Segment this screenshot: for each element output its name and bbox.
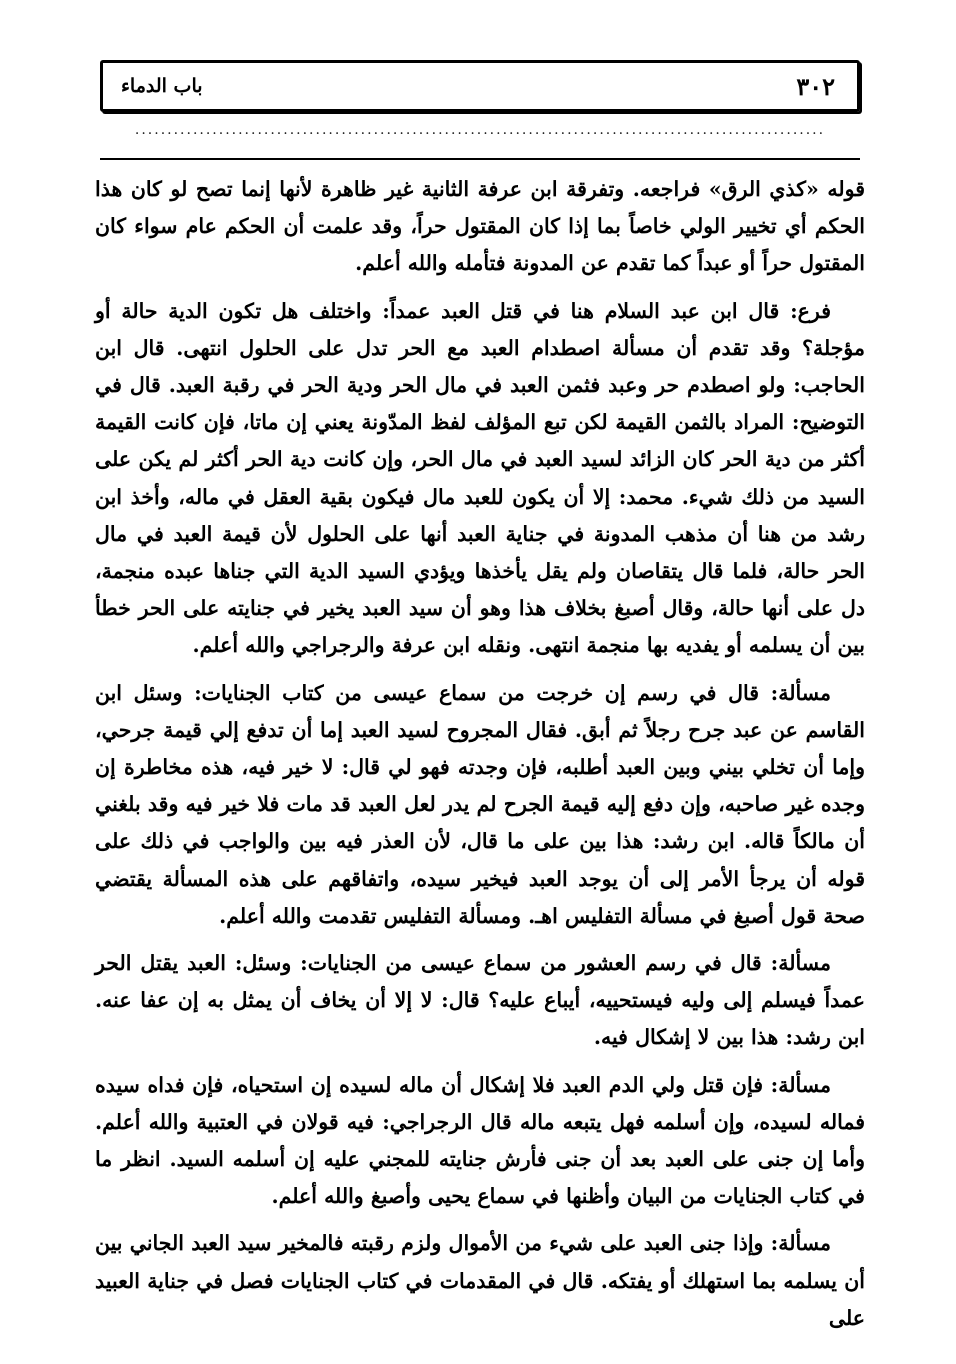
- page-number: ٣٠٢: [796, 72, 835, 101]
- running-header: [100, 60, 860, 112]
- paragraph: مسألة: قال في رسم إن خرجت من سماع عيسى من كتاب الجنايات: وسئل ابن القاسم عن عبد جرح رجلاً ثم أبق. فقال المجروح لسيد العبد إما أن تدفع إلي قيمة جرحي، وإما أن تخلي بيني وبين العبد أطلبه، فإن وجدته فهو لي قال: لا خير فيه، هذه مخاطرة إن وجده غير صاحبه، وإن دفع إليه قيمة الجرح لم يدر لعل العبد قد مات فلا خير فيه وقد بلغني أن مالكاً قاله. ابن رشد: هذا بين على ما قال، لأن العذر فيه بين والواجب في ذلك على قوله أن يرجأ الأمر إلى أن يوجد العبد فيخير سيده، واتفاقهم على هذه المسألة يقتضي صحة قول أصبغ في مسألة التفليس اهـ. ومسألة التفليس تقدمت والله أعلم.: [95, 680, 865, 928]
- horizontal-rule: [100, 158, 860, 160]
- chapter-title: باب الدماء: [121, 75, 203, 97]
- paragraph: مسألة: وإذا جنى العبد على شيء من الأموال ولزم رقبته فالمخير سيد العبد الجاني بين أن يسلمه بما استهلك أو يفتكه. قال في المقدمات في كتاب الجنايات فصل في جناية العبيد على: [95, 1231, 865, 1330]
- paragraph: فرع: قال ابن عبد السلام هنا في قتل العبد عمداً: واختلف هل تكون الدية حالة أو مؤجلة؟ وقد تقدم أن مسألة اصطدام العبد مع الحر تدل على الحلول انتهى. قال ابن الحاجب: ولو اصطدم حر وعبد فثمن العبد في مال الحر ودية الحر في رقبة العبد. قال في التوضيح: المراد بالثمن القيمة لكن تبع المؤلف لفظ المدّونة يعني إن ماتا، فإن كانت القيمة أكثر من دية الحر كان الزائد لسيد العبد في مال الحر، وإن كانت دية الحر أكثر لم يكن على السيد من ذلك شيء. محمد: إلا أن يكون للعبد مال فيكون بقية العقل في ماله، وأخذ ابن رشد من هنا أن مذهب المدونة في جناية العبد أنها على الحلول لأن قيمة العبد في مال الحر حالة، فلما قال يتقاصان ولم يقل يأخذها ويؤدي السيد الدية التي جناها عبده منجمة، دل على أنها حالة، وقال أصبغ بخلاف هذا وهو أن سيد العبد يخير في جنايته على الحر خطأ بين أن يسلمه أو يفديه بها منجمة انتهى. ونقله ابن عرفة والرجراجي والله أعلم.: [95, 298, 865, 658]
- dotted-separator: ...........................................................................................................: [134, 122, 826, 138]
- main-text: [95, 171, 865, 1347]
- paragraph: مسألة: فإن قتل ولي الدم العبد فلا إشكال أن ماله لسيده إن استحياه، فإن فداه سيده فماله لسيده، وإن أسلمه فهل يتبعه ماله قال الرجراجي: فيه قولان في العتبية والله أعلم. وأما إن جنى على العبد بعد أن جنى فأرش جنايته للمجني عليه إن أسلمه السيد. انظر ما في كتاب الجنايات من البيان وأظنها في سماع يحيى وأصبغ والله أعلم.: [95, 1072, 865, 1209]
- paragraph: مسألة: قال في رسم العشور من سماع عيسى من الجنايات: وسئل: العبد يقتل الحر عمداً فيسلم إلى وليه فيستحييه، أيباع عليه؟ قال: لا إلا أن يخاف أن يمثل به إن عفا عنه. ابن رشد: هذا بين لا إشكال فيه.: [95, 951, 865, 1050]
- paragraph: قوله «كذي الرق» فراجعه. وتفرقة ابن عرفة الثانية غير ظاهرة لأنها إنما تصح لو كان هذا الحكم أي تخيير الولي خاصاً بما إذا كان المقتول حراً، وقد علمت أن الحكم عام سواء كان المقتول حراً أو عبداً كما تقدم عن المدونة فتأمله والله أعلم.: [95, 177, 865, 276]
